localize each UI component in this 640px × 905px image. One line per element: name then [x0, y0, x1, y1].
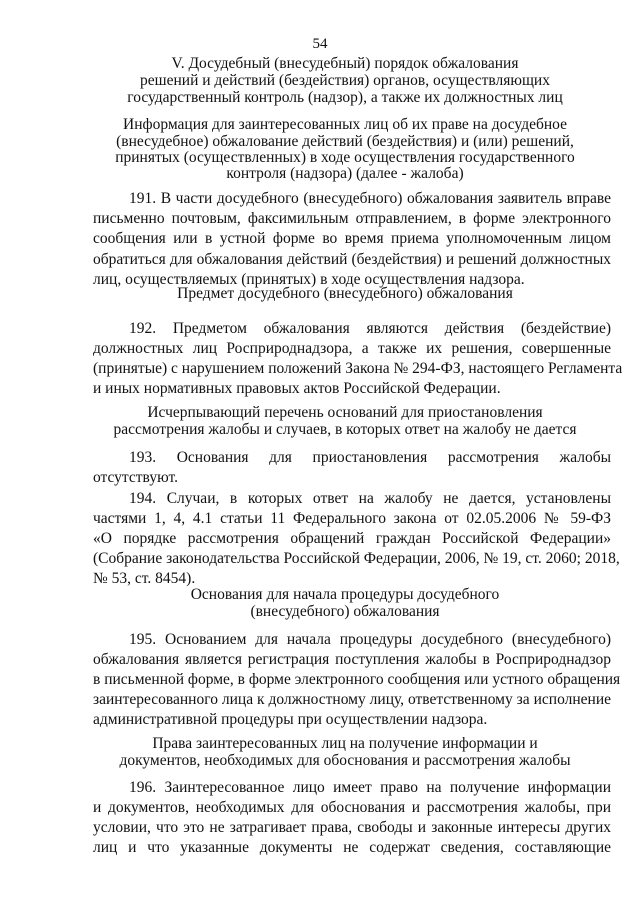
grounds-heading-line: рассмотрения жалобы и случаев, в которых ответ на жалобу не дается [113, 421, 577, 438]
start-heading-line: Основания для начала процедуры досудебного [190, 586, 500, 603]
paragraph-192-line: (принятые) с нарушением положений Закона № 294-ФЗ, настоящего Регламента [93, 360, 623, 377]
info-heading-line: контроля (надзора) (далее - жалоба) [226, 165, 464, 182]
info-heading-line: (внесудебное) обжалование действий (бездействия) и (или) решений, [116, 133, 574, 150]
page-number: 54 [312, 36, 328, 52]
paragraph-192-line: 192. Предметом обжалования являются действия (бездействие) [129, 320, 611, 337]
paragraph-194-line: частями 1, 4, 4.1 статьи 11 Федерального закона от 02.05.2006 № 59-ФЗ [93, 510, 611, 527]
paragraph-191-line: сообщения или в устной форме во время приема уполномоченным лицом [93, 230, 611, 247]
section-heading-line: государственный контроль (надзор), а также их должностных лиц [127, 89, 563, 106]
info-heading-line: принятых (осуществленных) в ходе осуществления государственного [115, 149, 575, 166]
paragraph-191-line: обратиться для обжалования действий (бездействия) и решений должностных [93, 251, 611, 268]
section-heading-line: решений и действий (бездействия) органов, осуществляющих [140, 72, 550, 89]
paragraph-192-line: и иных нормативных правовых актов Российской Федерации. [93, 380, 501, 397]
paragraph-195-line: 195. Основанием для начала процедуры досудебного (внесудебного) [129, 631, 611, 648]
paragraph-191-line: письменно почтовым, факсимильным отправлением, в форме электронного [93, 210, 611, 227]
paragraph-195-line: обжалования является регистрация поступления жалобы в Росприроднадзор [93, 651, 611, 668]
paragraph-191-line: лиц, осуществляемых (принятых) в ходе осуществления надзора. [93, 271, 525, 288]
paragraph-194-line: 194. Случаи, в которых ответ на жалобу не дается, установлены [129, 490, 611, 507]
paragraph-194-line: (Собрание законодательства Российской Федерации, 2006, № 19, ст. 2060; 2018, [93, 550, 620, 567]
paragraph-196-line: лиц и что указанные документы не содержат сведения, составляющие [93, 839, 611, 856]
paragraph-195-line: в письменной форме, в форме электронного сообщения или устного обращения [93, 671, 621, 688]
rights-heading-line: документов, необходимых для обоснования и рассмотрения жалобы [119, 752, 571, 769]
subject-heading: Предмет досудебного (внесудебного) обжалования [177, 285, 513, 302]
grounds-heading-line: Исчерпывающий перечень оснований для приостановления [147, 404, 543, 421]
paragraph-196-line: условии, что это не затрагивает права, свободы и законные интересы других [93, 819, 611, 836]
paragraph-196-line: 196. Заинтересованное лицо имеет право на получение информации [129, 779, 611, 796]
paragraph-194-line: «О порядке рассмотрения обращений граждан Российской Федерации» [93, 530, 611, 547]
paragraph-192-line: должностных лиц Росприроднадзора, а также их решения, совершенные [93, 340, 611, 357]
paragraph-194-line: № 53, ст. 8454). [93, 570, 196, 587]
info-heading-line: Информация для заинтересованных лиц об их праве на досудебное [123, 116, 567, 133]
start-heading-line: (внесудебного) обжалования [250, 603, 440, 620]
section-heading-line: V. Досудебный (внесудебный) порядок обжалования [171, 55, 519, 72]
paragraph-193-line: отсутствуют. [93, 469, 178, 486]
paragraph-195-line: административной процедуры при осуществлении надзора. [93, 711, 488, 728]
paragraph-195-line: заинтересованного лица к должностному лицу, ответственному за исполнение [93, 691, 611, 708]
paragraph-196-line: и документов, необходимых для обоснования и рассмотрения жалобы, при [93, 799, 611, 816]
paragraph-193-line: 193. Основания для приостановления рассмотрения жалобы [129, 449, 611, 466]
paragraph-191-line: 191. В части досудебного (внесудебного) обжалования заявитель вправе [129, 190, 611, 207]
rights-heading-line: Права заинтересованных лиц на получение информации и [152, 735, 538, 752]
